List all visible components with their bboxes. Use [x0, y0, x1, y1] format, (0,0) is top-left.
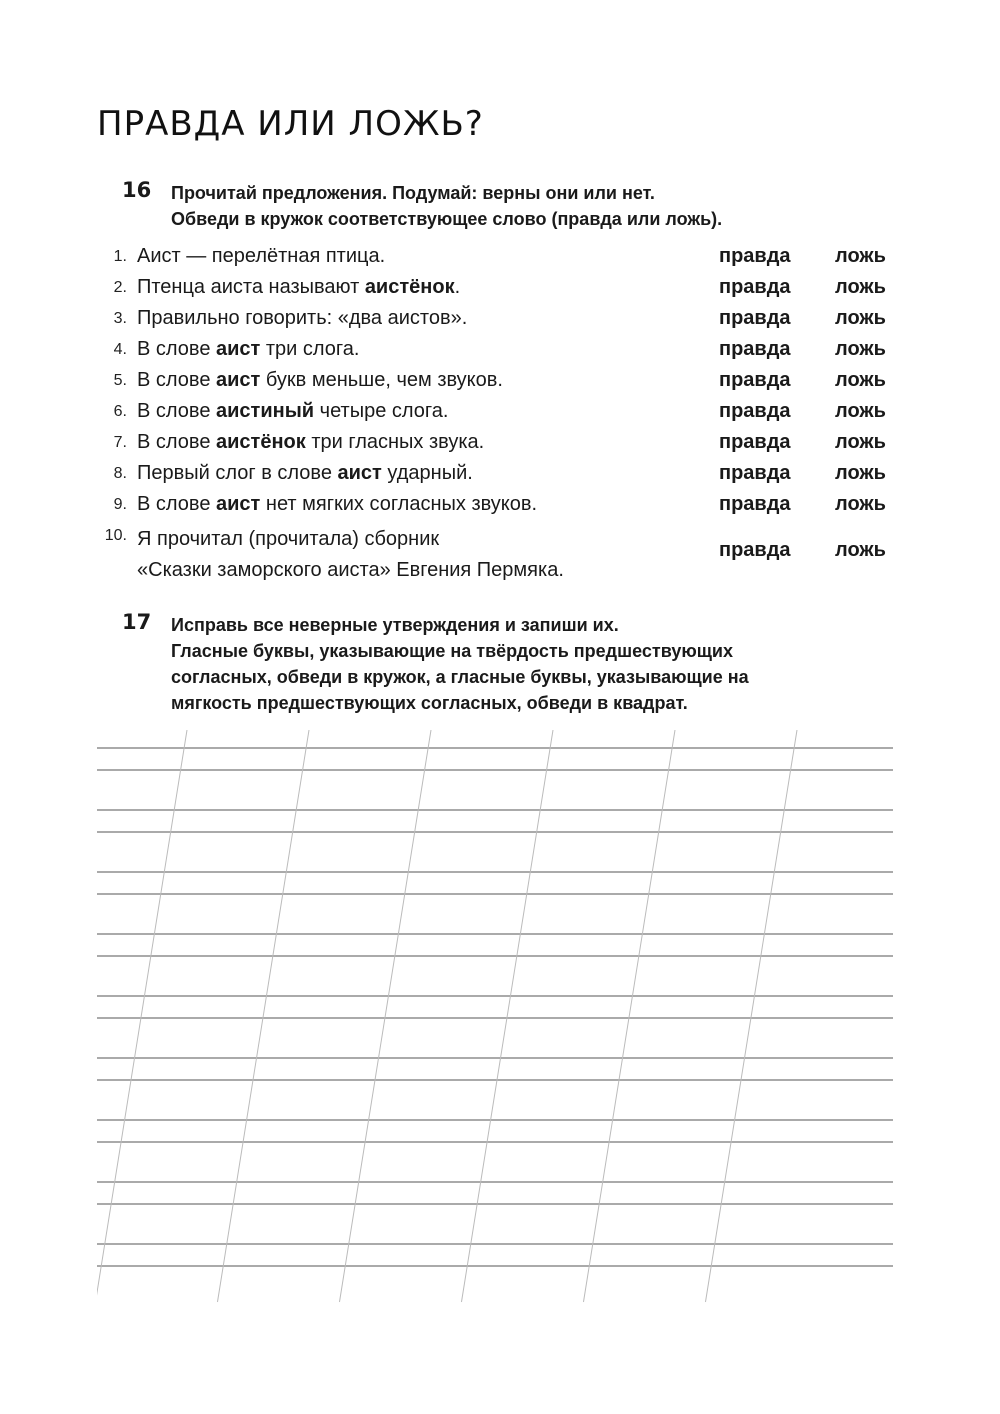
- task-instructions: [171, 180, 851, 232]
- statement-row: [0, 398, 1000, 429]
- task-number: 17: [122, 610, 152, 634]
- slant-guide-line: [583, 730, 675, 1302]
- answer-false[interactable]: ложь: [835, 539, 886, 561]
- answer-true[interactable]: правда: [719, 400, 791, 422]
- answer-false[interactable]: ложь: [835, 462, 886, 484]
- slant-guide-line: [217, 730, 309, 1302]
- statement-row: [0, 429, 1000, 460]
- answer-false[interactable]: ложь: [835, 307, 886, 329]
- statement-row: [0, 305, 1000, 336]
- answer-true[interactable]: правда: [719, 338, 791, 360]
- slant-guide-line: [97, 730, 187, 1302]
- statement-text: В слове аистиный четыре слога.: [137, 400, 449, 422]
- statement-text: В слове аист букв меньше, чем звуков.: [137, 369, 503, 391]
- answer-true[interactable]: правда: [719, 369, 791, 391]
- task-instructions: [171, 612, 851, 716]
- statement-text: В слове аист три слога.: [137, 338, 360, 360]
- statement-text: В слове аистёнок три гласных звука.: [137, 431, 485, 453]
- answer-true[interactable]: правда: [719, 307, 791, 329]
- statement-text: Аист — перелётная птица.: [137, 245, 386, 267]
- slant-guide-line: [339, 730, 431, 1302]
- task-number: 16: [122, 178, 152, 202]
- statement-text: Птенца аиста называют аистёнок.: [137, 276, 461, 298]
- instruction-line: согласных, обведи в кружок, а гласные буквы, указывающие на: [171, 667, 749, 687]
- statement-number: 9.: [113, 496, 127, 513]
- statement-number: 10.: [104, 527, 127, 544]
- statement-number: 6.: [113, 403, 127, 420]
- instruction-line: Исправь все неверные утверждения и запиши их.: [171, 615, 619, 635]
- slant-guide-line: [705, 730, 797, 1302]
- statement-number: 5.: [113, 372, 127, 389]
- instruction-line: мягкость предшествующих согласных, обведи в квадрат.: [171, 693, 688, 713]
- statement-row: [0, 243, 1000, 274]
- statement-row: [0, 274, 1000, 305]
- statement-number: 4.: [113, 341, 127, 358]
- statement-text: Первый слог в слове аист ударный.: [137, 462, 473, 484]
- statement-number: 2.: [113, 279, 127, 296]
- answer-false[interactable]: ложь: [835, 431, 886, 453]
- statement-number: 1.: [113, 248, 127, 265]
- answer-true[interactable]: правда: [719, 276, 791, 298]
- statement-row: [0, 522, 1000, 584]
- instruction-line: Прочитай предложения. Подумай: верны они или нет.: [171, 183, 655, 203]
- statement-row: [0, 336, 1000, 367]
- statement-row: [0, 491, 1000, 522]
- instruction-line: Гласные буквы, указывающие на твёрдость предшествующих: [171, 641, 733, 661]
- answer-false[interactable]: ложь: [835, 369, 886, 391]
- writing-lines-area[interactable]: [97, 730, 897, 1310]
- statement-row: [0, 460, 1000, 491]
- answer-true[interactable]: правда: [719, 462, 791, 484]
- instruction-line: Обведи в кружок соответствующее слово (правда или ложь).: [171, 209, 723, 229]
- answer-false[interactable]: ложь: [835, 400, 886, 422]
- slant-guide-line: [461, 730, 553, 1302]
- answer-false[interactable]: ложь: [835, 338, 886, 360]
- statement-number: 8.: [113, 465, 127, 482]
- page-title: ПРАВДА ИЛИ ЛОЖЬ?: [97, 104, 484, 144]
- answer-false[interactable]: ложь: [835, 493, 886, 515]
- statement-row: [0, 367, 1000, 398]
- answer-false[interactable]: ложь: [835, 245, 886, 267]
- answer-true[interactable]: правда: [719, 245, 791, 267]
- statement-number: 7.: [113, 434, 127, 451]
- statement-number: 3.: [113, 310, 127, 327]
- answer-true[interactable]: правда: [719, 493, 791, 515]
- answer-false[interactable]: ложь: [835, 276, 886, 298]
- answer-true[interactable]: правда: [719, 431, 791, 453]
- statement-text: В слове аист нет мягких согласных звуков.: [137, 493, 538, 515]
- statement-text: Правильно говорить: «два аистов».: [137, 307, 468, 329]
- answer-true[interactable]: правда: [719, 539, 791, 561]
- statement-text: Я прочитал (прочитала) сборник «Сказки заморского аиста» Евгения Пермяка.: [137, 528, 564, 581]
